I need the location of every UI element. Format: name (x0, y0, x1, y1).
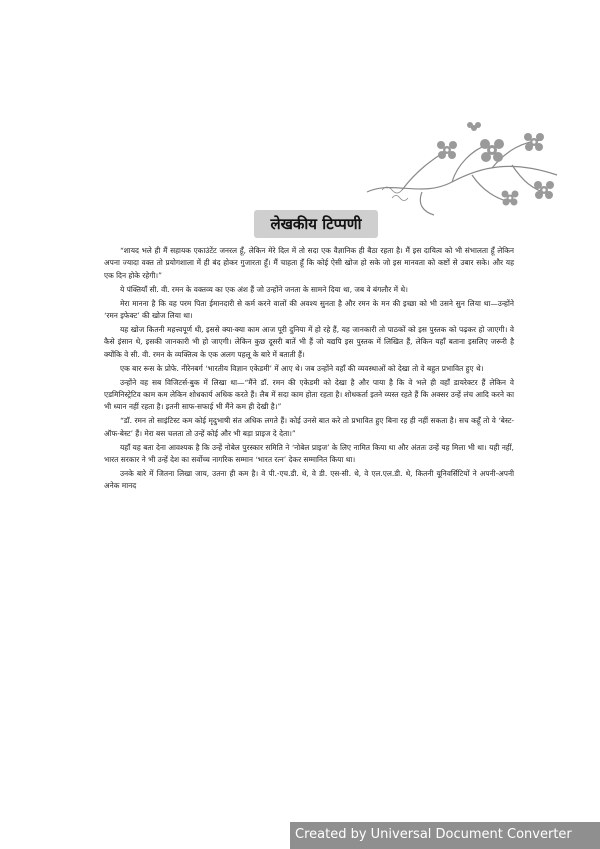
page-title: लेखकीय टिप्पणी (254, 210, 378, 238)
paragraph: ये पंक्तियाँ सी. वी. रमन के वक्तव्य का एक अंश हैं जो उन्होंने जनता के सामने दिया था, जब वे बंगलौर में थे। (120, 284, 408, 294)
paragraph: मेरा मानना है कि वह परम पिता ईमानदारी से कर्म करने वालों की अवश्य सुनता है और रमन के मन की इच्छा को भी उसने सुन लिया था—उन्होंने ‘रमन इफेक्ट’ की खोज लिया था। (104, 298, 514, 321)
paragraph: एक बार रूस के प्रोफे. नीरेनबर्ग ‘भारतीय विज्ञान एकेडमी’ में आए थे। जब उन्होंने वहाँ की व्यवस्थाओं को देखा तो वे बहुत प्रभावित हुए थे। (120, 363, 484, 373)
watermark-text: Created by Universal Document Converter (295, 827, 572, 842)
paragraph: यह खोज कितनी महत्त्वपूर्ण थी, इससे क्या-क्या काम आज पूरी दुनिया में हो रहे हैं, यह जानकारी तो पाठकों को इस पुस्तक को पढ़कर हो जाएगी। वे कैसे इंसान थे, इसकी जानकारी भी हो जाएगी। लेकिन कुछ दूसरी बातें भी हैं जो यद्यपि इस पुस्तक में लिखित हैं, लेकिन यहाँ बताना इसलिए जरूरी है क्योंकि वे सी. वी. रमन के व्यक्तित्व के एक अलग पहलू के बारे में बताती हैं। (104, 324, 514, 359)
paragraph: उनके बारे में जितना लिखा जाय, उतना ही कम है। वे पी.-एच.डी. थे, वे डी. एस-सी. थे, वे एल.एल.डी. थे, कितनी यूनिवर्सिटियों ने अपनी-अपनी अनेक मानद (104, 468, 514, 491)
article-body (104, 245, 514, 494)
paragraph: यहाँ यह बता देना आवश्यक है कि उन्हें नोबेल पुरस्कार समिति ने ‘नोबेल प्राइज’ के लिए नामित किया था और अंततः उन्हें यह मिला भी था। यही नहीं, भारत सरकार ने भी उन्हें देश का सर्वोच्च नागरिक सम्मान ‘भारत रत्न’ देकर सम्मानित किया था। (104, 442, 514, 464)
paragraph: “शायद भले ही मैं सहायक एकाउंटेंट जनरल हूँ, लेकिन मेरे दिल में तो सदा एक वैज्ञानिक ही बैठा रहता है। मैं इस दायित्व को भी संभालता हूँ लेकिन अपना ज्यादा वक्त तो प्रयोगशाला में ही बंद होकर गुजारता हूँ। मैं चाहता हूँ कि कोई ऐसी खोज हो सके जो इस मानवता को कष्टों से उबार सके। और यह एक दिन होके रहेगी।” (104, 246, 514, 280)
paragraph: उन्होंने वह सब विजिटर्स-बुक में लिखा था—“मैंने डॉ. रमन की एकेडमी को देखा है और पाया है कि वे भले ही वहाँ डायरेक्टर हैं लेकिन वे एडमिनिस्ट्रेटिव काम कम लेकिन शोधकार्य अधिक करते हैं। लैब में सदा काम होता रहता है। शोधकर्ता इतने व्यस्त रहते हैं कि अक्सर उन्हें लंच आदि करने का भी ध्यान नहीं रहता है। इतनी साफ-सफाई भी मैंने कम ही देखी है।” (104, 377, 514, 412)
floral-ornament-icon (362, 120, 562, 220)
paragraph: “डॉ. रमन तो साइंटिस्ट कम कोई मृदुभाषी संत अधिक लगते हैं। कोई उनसे बात करे तो प्रभावित हुए बिना रह ही नहीं सकता है। सच कहूँ तो वे ‘बेस्ट-ऑफ-बेस्ट’ हैं। मेरा बस चलता तो उन्हें कोई और भी बड़ा प्राइज दे देता।” (104, 416, 514, 438)
